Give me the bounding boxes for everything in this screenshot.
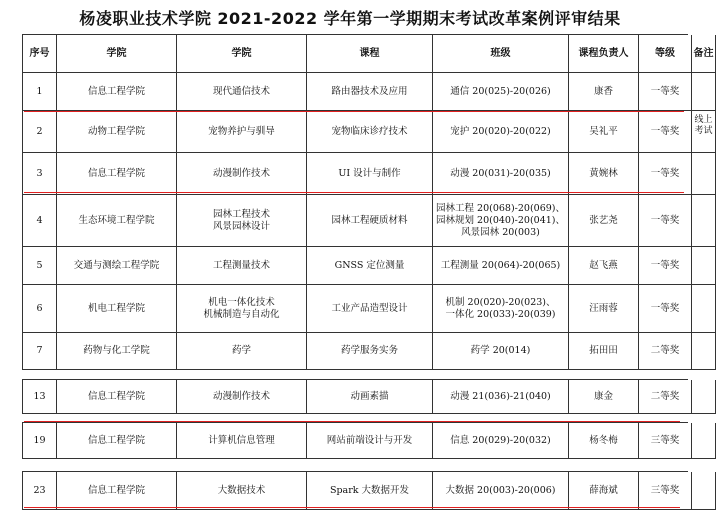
header-class: 班级 bbox=[433, 35, 569, 73]
cell-course: 动画素描 bbox=[307, 380, 433, 414]
cell-college: 机电工程学院 bbox=[57, 285, 177, 333]
cell-college: 信息工程学院 bbox=[57, 423, 177, 459]
cell-index: 4 bbox=[23, 195, 57, 247]
cell-class: 动漫 20(031)-20(035) bbox=[433, 153, 569, 195]
cell-index: 1 bbox=[23, 73, 57, 111]
cell-level: 一等奖 bbox=[639, 195, 692, 247]
cell-college: 信息工程学院 bbox=[57, 472, 177, 510]
cell-lead: 张艺尧 bbox=[569, 195, 639, 247]
cell-college: 药物与化工学院 bbox=[57, 333, 177, 370]
cell-index: 5 bbox=[23, 247, 57, 285]
cell-lead: 赵飞燕 bbox=[569, 247, 639, 285]
red-annotation-line bbox=[24, 421, 680, 422]
cell-lead: 康香 bbox=[569, 73, 639, 111]
cell-level: 二等奖 bbox=[639, 333, 692, 370]
cell-major: 机电一体化技术 机械制造与自动化 bbox=[177, 285, 307, 333]
cell-index: 13 bbox=[23, 380, 57, 414]
header-college: 学院 bbox=[57, 35, 177, 73]
cell-major: 工程测量技术 bbox=[177, 247, 307, 285]
cell-level: 一等奖 bbox=[639, 73, 692, 111]
cell-lead: 吴礼平 bbox=[569, 111, 639, 153]
cell-level: 三等奖 bbox=[639, 423, 692, 459]
cell-remark bbox=[692, 472, 716, 510]
cell-level: 三等奖 bbox=[639, 472, 692, 510]
cell-remark: 线上考试 bbox=[692, 111, 716, 153]
cell-college: 交通与测绘工程学院 bbox=[57, 247, 177, 285]
cell-class: 机制 20(020)-20(023)、 一体化 20(033)-20(039) bbox=[433, 285, 569, 333]
red-annotation-line bbox=[24, 192, 684, 193]
cell-lead: 杨冬梅 bbox=[569, 423, 639, 459]
cell-remark bbox=[692, 247, 716, 285]
cell-remark bbox=[692, 333, 716, 370]
cell-index: 2 bbox=[23, 111, 57, 153]
cell-lead: 康金 bbox=[569, 380, 639, 414]
cell-class: 园林工程 20(068)-20(069)、 园林规划 20(040)-20(041)、 风景园林 20(003) bbox=[433, 195, 569, 247]
cell-remark bbox=[692, 380, 716, 414]
cell-class: 大数据 20(003)-20(006) bbox=[433, 472, 569, 510]
cell-remark bbox=[692, 423, 716, 459]
cell-level: 一等奖 bbox=[639, 247, 692, 285]
cell-remark bbox=[692, 195, 716, 247]
cell-class: 工程测量 20(064)-20(065) bbox=[433, 247, 569, 285]
cell-course: Spark 大数据开发 bbox=[307, 472, 433, 510]
cell-college: 信息工程学院 bbox=[57, 73, 177, 111]
cell-lead: 汪雨蓉 bbox=[569, 285, 639, 333]
cell-level: 二等奖 bbox=[639, 380, 692, 414]
cell-index: 19 bbox=[23, 423, 57, 459]
cell-index: 6 bbox=[23, 285, 57, 333]
cell-course: 药学服务实务 bbox=[307, 333, 433, 370]
cell-remark bbox=[692, 73, 716, 111]
cell-lead: 黄婉林 bbox=[569, 153, 639, 195]
cell-course: 网站前端设计与开发 bbox=[307, 423, 433, 459]
table-segment bbox=[22, 471, 688, 510]
cell-level: 一等奖 bbox=[639, 111, 692, 153]
cell-index: 7 bbox=[23, 333, 57, 370]
cell-class: 动漫 21(036)-21(040) bbox=[433, 380, 569, 414]
cell-major: 计算机信息管理 bbox=[177, 423, 307, 459]
cell-college: 信息工程学院 bbox=[57, 153, 177, 195]
red-annotation-line bbox=[24, 507, 680, 508]
header-level: 等级 bbox=[639, 35, 692, 73]
table-main-segment bbox=[22, 34, 714, 370]
header-major: 学院 bbox=[177, 35, 307, 73]
cell-class: 宠护 20(020)-20(022) bbox=[433, 111, 569, 153]
cell-major: 药学 bbox=[177, 333, 307, 370]
header-course: 课程 bbox=[307, 35, 433, 73]
cell-remark bbox=[692, 285, 716, 333]
cell-course: 宠物临床诊疗技术 bbox=[307, 111, 433, 153]
cell-major: 动漫制作技术 bbox=[177, 380, 307, 414]
header-remark: 备注 bbox=[692, 35, 716, 73]
cell-course: 园林工程硬质材料 bbox=[307, 195, 433, 247]
cell-class: 通信 20(025)-20(026) bbox=[433, 73, 569, 111]
header-index: 序号 bbox=[23, 35, 57, 73]
cell-college: 信息工程学院 bbox=[57, 380, 177, 414]
cell-college: 生态环境工程学院 bbox=[57, 195, 177, 247]
cell-level: 一等奖 bbox=[639, 285, 692, 333]
cell-lead: 拓田田 bbox=[569, 333, 639, 370]
cell-major: 现代通信技术 bbox=[177, 73, 307, 111]
cell-course: 工业产品造型设计 bbox=[307, 285, 433, 333]
cell-lead: 薛海斌 bbox=[569, 472, 639, 510]
cell-major: 动漫制作技术 bbox=[177, 153, 307, 195]
table-segment bbox=[22, 379, 688, 414]
cell-index: 3 bbox=[23, 153, 57, 195]
cell-index: 23 bbox=[23, 472, 57, 510]
cell-major: 大数据技术 bbox=[177, 472, 307, 510]
cell-course: GNSS 定位测量 bbox=[307, 247, 433, 285]
table-segment bbox=[22, 422, 688, 459]
cell-remark bbox=[692, 153, 716, 195]
red-annotation-line bbox=[24, 111, 684, 112]
cell-major: 园林工程技术 风景园林设计 bbox=[177, 195, 307, 247]
cell-level: 一等奖 bbox=[639, 153, 692, 195]
cell-college: 动物工程学院 bbox=[57, 111, 177, 153]
cell-class: 信息 20(029)-20(032) bbox=[433, 423, 569, 459]
cell-major: 宠物养护与驯导 bbox=[177, 111, 307, 153]
header-lead: 课程负责人 bbox=[569, 35, 639, 73]
cell-class: 药学 20(014) bbox=[433, 333, 569, 370]
cell-course: UI 设计与制作 bbox=[307, 153, 433, 195]
cell-course: 路由器技术及应用 bbox=[307, 73, 433, 111]
document-title: 杨凌职业技术学院 2021-2022 学年第一学期期末考试改革案例评审结果 bbox=[79, 9, 621, 28]
